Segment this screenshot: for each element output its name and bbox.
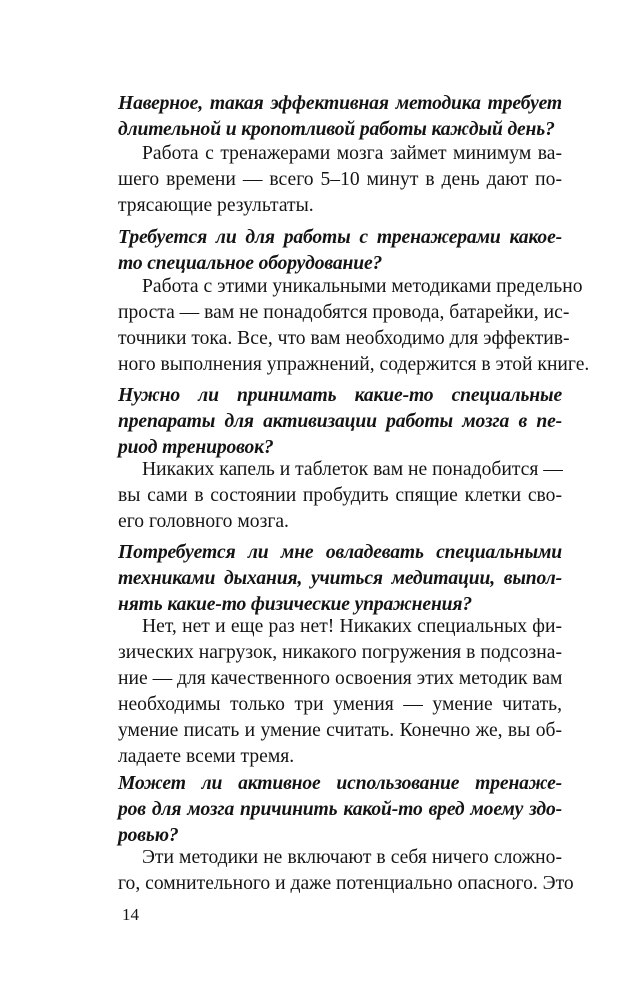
paragraph-line: трясающие результаты. — [118, 195, 314, 216]
question-line: риод тренировок? — [118, 437, 274, 458]
paragraph-line: умение писать и умение считать. Конечно же, вы об- — [118, 720, 562, 741]
paragraph-line: ного выполнения упражнений, содержится в этой книге. — [118, 354, 590, 375]
paragraph-line: вы сами в состоянии пробудить спящие клетки сво- — [118, 485, 562, 506]
paragraph-line: проста — вам не понадобятся провода, батарейки, ис- — [118, 302, 570, 323]
question-line: то специальное оборудование? — [118, 253, 383, 274]
paragraph-line: ладаете всеми тремя. — [118, 746, 295, 767]
question-line: Потребуется ли мне овладевать специальными — [118, 542, 562, 563]
paragraph-line: точники тока. Все, что вам необходимо для эффектив- — [118, 328, 570, 349]
question-line: нять какие-то физические упражнения? — [118, 594, 473, 615]
paragraph-line: Никаких капель и таблеток вам не понадобится — — [142, 459, 563, 480]
question-line: длительной и кропотливой работы каждый день? — [118, 119, 555, 140]
paragraph-line: Нет, нет и еще раз нет! Никаких специальных фи- — [142, 616, 562, 637]
paragraph-line: зических нагрузок, никакого погружения в подсозна- — [118, 642, 562, 663]
page-number: 14 — [122, 905, 139, 924]
paragraph-line: Работа с этими уникальными методиками предельно — [142, 276, 583, 297]
question-line: Может ли активное использование тренаже- — [118, 773, 562, 794]
paragraph-line: Работа с тренажерами мозга займет минимум ва- — [142, 143, 562, 164]
paragraph-line: шего времени — всего 5–10 минут в день дают по- — [118, 169, 562, 190]
question-line: техниками дыхания, учиться медитации, выпол- — [118, 568, 562, 589]
question-line: ровью? — [118, 825, 179, 846]
question-line: Наверное, такая эффективная методика требует — [118, 93, 562, 114]
question-line: Требуется ли для работы с тренажерами какое- — [118, 227, 562, 248]
paragraph-line: го, сомнительного и даже потенциально опасного. Это — [118, 873, 574, 894]
paragraph-line: Эти методики не включают в себя ничего сложно- — [142, 847, 562, 868]
question-line: препараты для активизации работы мозга в пе- — [118, 411, 562, 432]
paragraph-line: необходимы только три умения — умение читать, — [118, 694, 562, 715]
question-line: Нужно ли принимать какие-то специальные — [118, 385, 562, 406]
paragraph-line: его головного мозга. — [118, 511, 289, 532]
paragraph-line: ние — для качественного освоения этих методик вам — [118, 668, 563, 689]
question-line: ров для мозга причинить какой-то вред моему здо- — [118, 799, 562, 820]
